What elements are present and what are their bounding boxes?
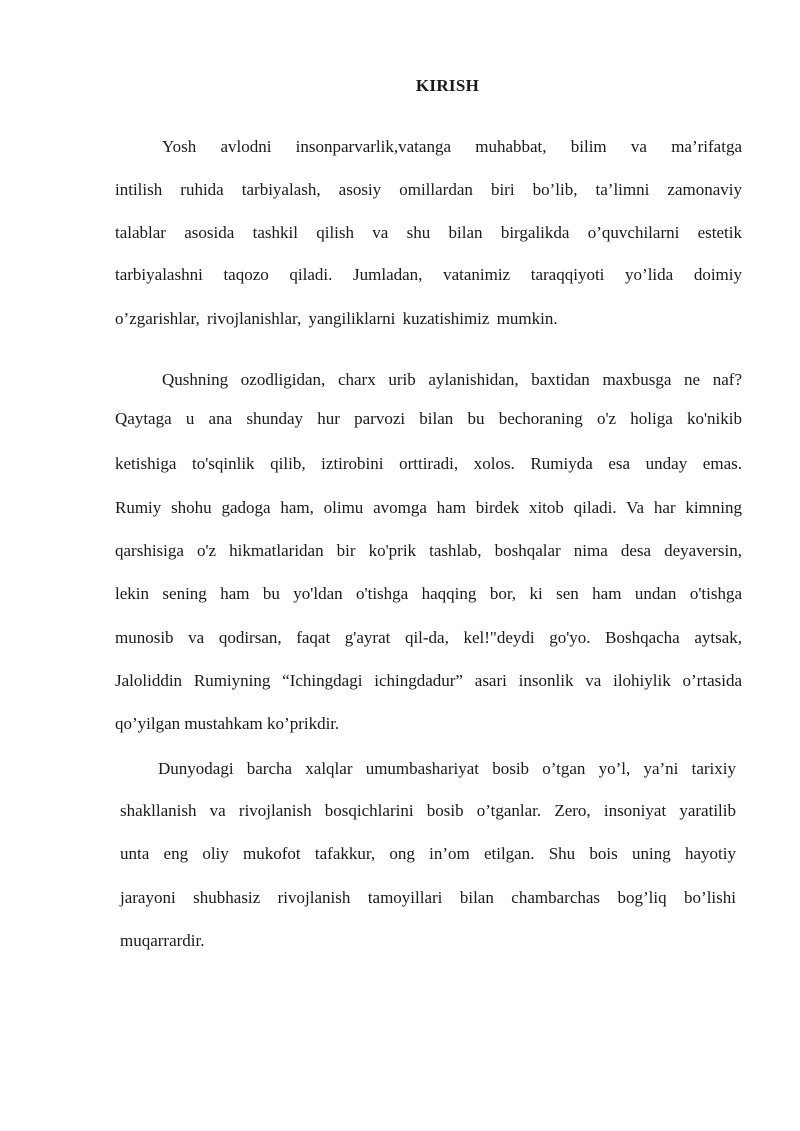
paragraph-2-line-9: qo’yilgan mustahkam ko’prikdir. [115, 714, 340, 733]
paragraph-1-line-1: Yosh avlodni insonparvarlik,vatanga muhabbat, bilim va ma’rifatga [162, 137, 742, 156]
paragraph-1-line-3: talablar asosida tashkil qilish va shu bilan birgalikda o’quvchilarni estetik [115, 223, 742, 242]
paragraph-3-line-1: Dunyodagi barcha xalqlar umumbashariyat bosib o’tgan yo’l, ya’ni tarixiy [158, 759, 736, 778]
page-title: KIRISH [415, 76, 480, 95]
paragraph-3-line-5: muqarrardir. [120, 931, 205, 950]
paragraph-3-line-2: shakllanish va rivojlanish bosqichlarini bosib o’tganlar. Zero, insoniyat yaratilib [120, 801, 736, 820]
paragraph-2-line-1: Qushning ozodligidan, charx urib aylanishidan, baxtidan maxbusga ne naf? [162, 370, 742, 389]
paragraph-3-line-3: unta eng oliy mukofot tafakkur, ong in’om etilgan. Shu bois uning hayotiy [120, 844, 736, 863]
paragraph-1-line-5: o’zgarishlar, rivojlanishlar, yangiliklarni kuzatishimiz mumkin. [115, 309, 558, 328]
paragraph-2-line-5: qarshisiga o'z hikmatlaridan bir ko'prik tashlab, boshqalar nima desa deyaversin, [115, 541, 742, 560]
paragraph-2-line-8: Jaloliddin Rumiyning “Ichingdagi ichingdadur” asari insonlik va ilohiylik o’rtasida [115, 671, 742, 690]
paragraph-1-line-4: tarbiyalashni taqozo qiladi. Jumladan, vatanimiz taraqqiyoti yo’lida doimiy [115, 265, 742, 284]
paragraph-2-line-3: ketishiga to'sqinlik qilib, iztirobini orttiradi, xolos. Rumiyda esa unday emas. [115, 454, 742, 473]
paragraph-2-line-7: munosib va qodirsan, faqat g'ayrat qil-da, kel!"deydi go'yo. Boshqacha aytsak, [115, 628, 742, 647]
paragraph-2-line-2: Qaytaga u ana shunday hur parvozi bilan bu bechoraning o'z holiga ko'nikib [115, 409, 742, 428]
paragraph-2-line-6: lekin sening ham bu yo'ldan o'tishga haqqing bor, ki sen ham undan o'tishga [115, 584, 742, 603]
paragraph-1-line-2: intilish ruhida tarbiyalash, asosiy omillardan biri bo’lib, ta’limni zamonaviy [115, 180, 742, 199]
paragraph-3-line-4: jarayoni shubhasiz rivojlanish tamoyillari bilan chambarchas bog’liq bo’lishi [120, 888, 736, 907]
paragraph-2-line-4: Rumiy shohu gadoga ham, olimu avomga ham birdek xitob qiladi. Va har kimning [115, 498, 742, 517]
